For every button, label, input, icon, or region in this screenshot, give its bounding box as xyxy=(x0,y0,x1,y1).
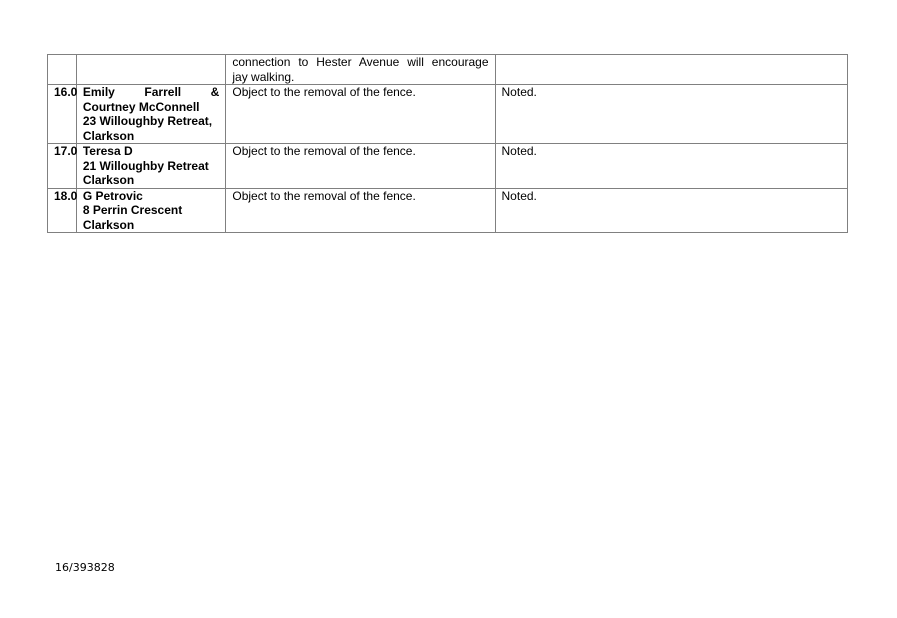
submitter-line: 23 Willoughby Retreat, xyxy=(82,114,213,128)
response-text xyxy=(495,55,847,85)
submission-line: jay walking. xyxy=(232,69,295,84)
response-text: Noted. xyxy=(495,144,847,189)
submission-number xyxy=(48,55,77,85)
submission-line: connection to Hester Avenue will encourage xyxy=(232,55,489,69)
submitter-line: Clarkson xyxy=(82,128,135,143)
submitter-line: 21 Willoughby Retreat xyxy=(82,158,209,173)
submitter-details xyxy=(76,85,226,144)
table-row xyxy=(48,144,848,189)
response-text: Noted. xyxy=(495,188,847,233)
submitter-details xyxy=(76,188,226,233)
submission-text xyxy=(226,55,495,85)
submissions-table xyxy=(47,54,848,233)
submitter-line: G Petrovic xyxy=(82,188,143,203)
submitter-line: Teresa D xyxy=(82,144,133,158)
submission-line: Object to the removal of the fence. xyxy=(232,85,416,99)
submission-number: 18.0 xyxy=(48,188,77,233)
submitter-line: Clarkson xyxy=(82,217,135,232)
submitter-details xyxy=(76,55,226,85)
submission-number: 16.0 xyxy=(48,85,77,144)
response-text: Noted. xyxy=(495,85,847,144)
submitter-details xyxy=(76,144,226,189)
table-row xyxy=(48,188,848,233)
submitter-line: 8 Perrin Crescent xyxy=(82,203,183,217)
table-row xyxy=(48,55,848,85)
document-reference: 16/393828 xyxy=(55,561,115,574)
submission-line: Object to the removal of the fence. xyxy=(232,188,416,203)
submission-number: 17.0 xyxy=(48,144,77,189)
submission-text xyxy=(226,85,495,144)
submission-text xyxy=(226,144,495,189)
submission-text xyxy=(226,188,495,233)
submitter-line: Clarkson xyxy=(82,173,135,187)
submitter-line: Emily Farrell & xyxy=(82,85,220,99)
table-row xyxy=(48,85,848,144)
submission-line: Object to the removal of the fence. xyxy=(232,144,416,158)
submitter-line: Courtney McConnell xyxy=(82,99,200,114)
